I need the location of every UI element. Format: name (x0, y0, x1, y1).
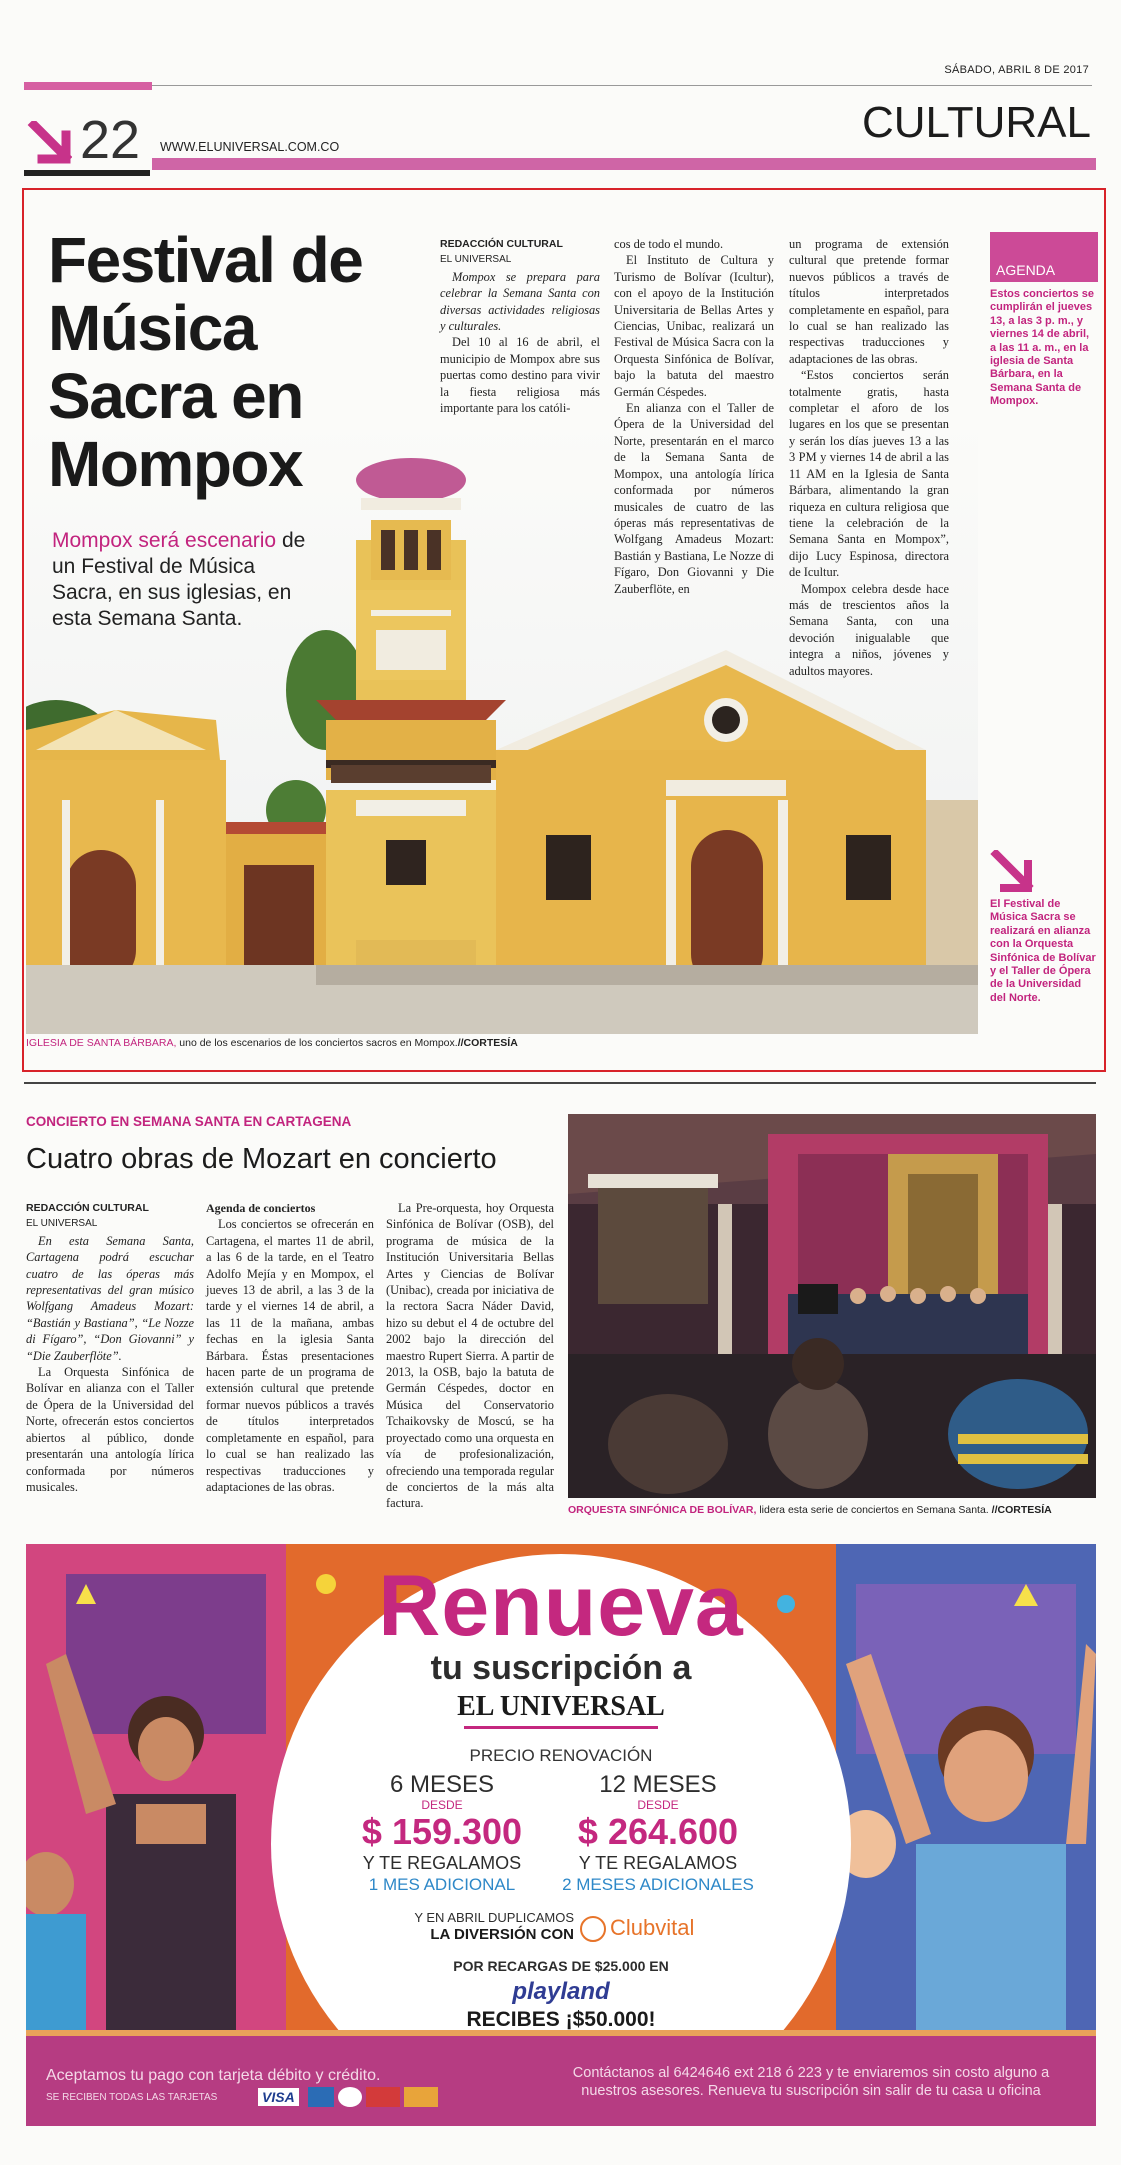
plan-desde: DESDE (421, 1798, 463, 1812)
section-title: CULTURAL (861, 98, 1091, 147)
april-promo (406, 1910, 726, 1950)
agenda-text: Estos conciertos se cumplirán el jueves 13, a las 3 p. m., y viernes 14 de abril, a las 11 a. m., en la iglesia de Santa Bárbara, en la Semana Santa de Mompox. (990, 288, 1094, 408)
feature-column-2 (614, 236, 774, 597)
feature-paragraph: un programa de extensión cultural que pretende formar nuevos públicos a través de títulos interpretados completamente en español, para lo cual se han realizado las respectivas traducciones y adaptaciones de las obras. (789, 237, 949, 366)
agenda-label: AGENDA (996, 262, 1056, 278)
orchestra-photo (568, 1114, 1096, 1498)
recibes-text: RECIBES ¡$50.000! (466, 2008, 656, 2031)
concert-column-2 (206, 1200, 374, 1495)
feature-column-3 (789, 236, 949, 679)
plan-6-months (342, 1772, 542, 1896)
concert-caption (568, 1504, 1098, 1516)
amex-icon (308, 2087, 334, 2107)
dek-highlight: Mompox será escenario (52, 529, 277, 552)
feature-dek (52, 528, 310, 632)
diners-icon (338, 2087, 362, 2107)
feature-paragraph: “Estos conciertos serán totalmente gratis, hasta completar el aforo de los lugares en los que se presentan y serán los días jueves 13 a las 3 PM y viernes 14 de abril a las 11 AM en la Iglesia de Santa Bárbara, alimentando la gran riqueza en cultura religiosa que tiene la celebración de la Semana Santa en Mompox”, dijo Lucy Espinosa, directora de Icultur. (789, 368, 949, 580)
concert-byline: REDACCIÓN CULTURAL (26, 1202, 149, 1214)
feature-paragraph: Del 10 al 16 de abril, el municipio de Mompox abre sus puertas como destino para vivir la fiesta religiosa más importante para los católi- (440, 335, 600, 416)
header-pink-bar (24, 82, 152, 90)
feature-paragraph: En alianza con el Taller de Ópera de la Universidad del Norte, presentarán en el marco de la Semana Santa de Mompox, una antología lírica conformada por números musicales de cuatro de las óperas más representativas de Wolfgang Amadeus Mozart: Bastián y Bastiana, Le Nozze di Fígaro, Don Giovanni y Die Zauberflöte, en (614, 401, 774, 596)
concert-paragraph: Los conciertos se ofrecerán en Cartagena, el martes 11 de abril, a las 6 de la tarde, en el Teatro Adolfo Mejía y en Mompox, el jueves 13 de abril, a las 3 de la tarde y el viernes 14 de abril, a las 11 de la mañana, ambas fechas en la iglesia Santa Bárbara. Éstas presentaciones hacen parte de un programa de extensión cultural que pretende formar nuevos públicos a través de títulos interpretados completamente en español, para lo cual se han realizado las respectivas traducciones y adaptaciones de las obras. (206, 1217, 374, 1494)
plan-price: $ 264.600 (577, 1811, 739, 1852)
caption-text: uno de los escenarios de los conciertos sacros en Mompox. (179, 1037, 458, 1049)
feature-paragraph: Mompox celebra desde hace más de trescientos años la Semana Santa, con una devoción inigualable que integra a niños, jóvenes y adultos mayores. (789, 581, 949, 678)
concert-source: EL UNIVERSAL (26, 1218, 98, 1230)
plan-price: $ 159.300 (361, 1811, 523, 1852)
caption-text: lidera esta serie de conciertos en Semana Santa. (759, 1504, 989, 1516)
caption-credit: //CORTESÍA (457, 1037, 518, 1049)
concert-paragraph: La Orquesta Sinfónica de Bolívar en alianza con el Taller de Ópera de la Universidad del Norte, ofrecerán estos conciertos abiertos al público, donde presentarán una antología lírica conformada por números musicales. (26, 1365, 194, 1494)
playland-logo: playland (512, 1978, 610, 2005)
arrow-icon (26, 121, 72, 167)
ad-price-label: PRECIO RENOVACIÓN (469, 1746, 653, 1765)
card-icon (404, 2087, 438, 2107)
plan-gift: 2 MESES ADICIONALES (562, 1875, 754, 1894)
caption-highlight: IGLESIA DE SANTA BÁRBARA, (26, 1037, 177, 1049)
contact-text: Contáctanos al 6424646 ext 218 ó 223 y te enviaremos sin costo alguno a nuestros asesores. Renueva tu suscripción sin salir de tu casa u oficina (572, 2065, 1050, 2099)
concert-lead: En esta Semana Santa, Cartagena podrá escuchar cuatro de las óperas más representativas del gran músico Wolfgang Amadeus Mozart: “Bastián y Bastiana”, “Le Nozze di Fígaro”, “Don Giovanni” y “Die Zauberflöte”. (26, 1233, 194, 1363)
plan-months: 12 MESES (599, 1771, 717, 1798)
section-separator (24, 1082, 1096, 1084)
feature-paragraph: cos de todo el mundo. (614, 237, 724, 251)
feature-paragraph: El Instituto de Cultura y Turismo de Bolívar (Icultur), con el apoyo de la Institución Universitaria de Bellas Artes y Ciencias, Unibac, realizará un Festival de Música Sacra con la Orquesta Sinfónica de Bolívar, bajo la batuta del maestro Germán Céspedes. (614, 253, 774, 399)
dek-rest: de un Festival de Música Sacra, en sus iglesias, en esta Semana Santa. (52, 529, 306, 630)
page-number: 22 (80, 110, 141, 170)
cards-label: SE RECIBEN TODAS LAS TARJETAS (46, 2092, 218, 2103)
side-note: El Festival de Música Sacra se realizará en alianza con la Orquesta Sinfónica de Bolívar y el Taller de Ópera de la Universidad del Norte. (990, 898, 1096, 1004)
visa-icon: VISA (258, 2088, 299, 2106)
payment-title: Aceptamos tu pago con tarjeta débito y crédito. (46, 2067, 381, 2084)
side-arrow-icon (990, 850, 1034, 894)
ad-brand: EL UNIVERSAL (457, 1691, 665, 1722)
concert-column-1 (26, 1200, 194, 1495)
card-icon (366, 2087, 400, 2107)
feature-source: EL UNIVERSAL (440, 254, 512, 266)
caption-credit: //CORTESÍA (991, 1504, 1052, 1516)
header-thin-rule (152, 85, 1092, 86)
section-pink-rule (152, 158, 1096, 170)
concert-kicker: CONCIERTO EN SEMANA SANTA EN CARTAGENA (26, 1114, 352, 1129)
plan-gift: 1 MES ADICIONAL (368, 1875, 516, 1894)
plan-gift-label: Y TE REGALAMOS (578, 1853, 738, 1873)
feature-headline: Festival de Música Sacra en Mompox (48, 224, 363, 500)
feature-caption (26, 1037, 986, 1049)
ad-brand-underline (464, 1726, 658, 1729)
caption-highlight: ORQUESTA SINFÓNICA DE BOLÍVAR, (568, 1504, 757, 1516)
plan-12-months (548, 1772, 768, 1896)
agenda-box (990, 232, 1098, 282)
concert-column-3 (386, 1200, 554, 1512)
plan-desde: DESDE (637, 1798, 679, 1812)
feature-column-1 (440, 236, 600, 416)
feature-lead: Mompox se prepara para celebrar la Semana Santa con diversas actividades religiosas y culturales. (440, 269, 600, 334)
concert-subhead: Agenda de conciertos (206, 1201, 316, 1215)
feature-byline: REDACCIÓN CULTURAL (440, 238, 563, 250)
website-url: WWW.ELUNIVERSAL.COM.CO (160, 140, 340, 154)
clubvital-text: Clubvital (610, 1915, 695, 1940)
ad-title: Renueva (378, 1558, 744, 1654)
april-line-2: LA DIVERSIÓN CON (430, 1926, 574, 1943)
concert-paragraph: La Pre-orquesta, hoy Orquesta Sinfónica de Bolívar (OSB), del programa de música de la Institución Universitaria Bellas Artes y Ciencias de Bolívar (Unibac), creada por iniciativa de la rectora Sacra Náder David, hizo su debut el 4 de octubre del 2002 bajo la dirección del maestro Rupert Sierra. A partir de 2013, la OSB, bajo la batuta de Germán Céspedes, doctor en Música del Conservatorio Tchaikovsky de Moscú, se ha proyectado como una orquesta en vía de profesionalización, ofreciendo una temporada regular de conciertos de la más alta factura. (386, 1201, 554, 1511)
clubvital-logo (580, 1916, 606, 1942)
recharge-text: POR RECARGAS DE $25.000 EN (453, 1958, 669, 1974)
ad-subtitle: tu suscripción a (430, 1649, 692, 1687)
page-date: SÁBADO, ABRIL 8 DE 2017 (944, 64, 1089, 76)
april-line-1: Y EN ABRIL DUPLICAMOS (414, 1910, 574, 1925)
plan-gift-label: Y TE REGALAMOS (362, 1853, 522, 1873)
plan-months: 6 MESES (389, 1771, 495, 1798)
concert-headline: Cuatro obras de Mozart en concierto (26, 1143, 497, 1175)
subscription-ad (26, 1544, 1096, 2126)
page-number-underline (24, 170, 150, 176)
